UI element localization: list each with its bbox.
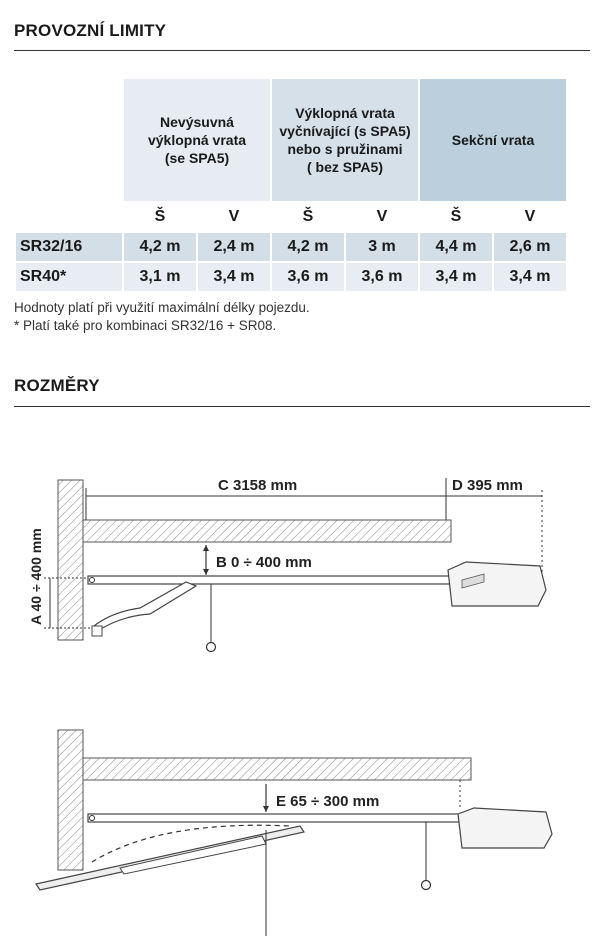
motor-unit-lower — [458, 808, 552, 848]
value-cell: 3 m — [346, 233, 418, 261]
header-group-label: Výklopná vrata vyčnívající (s SPA5) nebo s pružinami ( bez SPA5) — [279, 105, 411, 175]
door-arm-lower — [120, 836, 266, 874]
label-c: C 3158 mm — [218, 477, 298, 494]
rail-upper — [88, 576, 460, 584]
arrow — [203, 569, 209, 575]
ceiling-lower — [83, 758, 471, 780]
section-title-limits: PROVOZNÍ LIMITY — [14, 21, 167, 40]
value-cell: 2,4 m — [198, 233, 270, 261]
note-line-1: Hodnoty platí při využití maximální délky pojezdu. — [14, 300, 310, 315]
header-group-label: Nevýsuvná výklopná vrata (se SPA5) — [147, 114, 247, 166]
value-cell: 2,6 m — [494, 233, 566, 261]
value-cell: 3,6 m — [346, 263, 418, 291]
rail-lower — [88, 814, 464, 822]
rail-bracket — [90, 578, 95, 583]
lower-drawing — [36, 730, 552, 936]
label-a: A 40 ÷ 400 mm — [28, 528, 44, 625]
value-cell: 4,2 m — [124, 233, 196, 261]
subheader-cell: Š — [154, 208, 166, 225]
arm-bracket — [92, 626, 102, 636]
subheader-cell: V — [228, 208, 240, 225]
ceiling-upper — [83, 520, 451, 542]
subheader-cell: V — [524, 208, 536, 225]
value-cell: 3,4 m — [494, 263, 566, 291]
subheader-cell: V — [376, 208, 388, 225]
wall-upper — [58, 480, 83, 640]
value-cell: 3,1 m — [124, 263, 196, 291]
value-cell: 4,2 m — [272, 233, 344, 261]
rail-bracket — [90, 816, 95, 821]
value-cell: 3,4 m — [198, 263, 270, 291]
upper-drawing — [28, 477, 546, 652]
value-cell: 3,6 m — [272, 263, 344, 291]
value-cell: 4,4 m — [420, 233, 492, 261]
release-handle — [207, 643, 216, 652]
release-handle — [422, 881, 431, 890]
subheader-cell: Š — [302, 208, 314, 225]
door-arm-upper — [94, 582, 196, 632]
label-b: B 0 ÷ 400 mm — [216, 554, 312, 571]
arrow — [263, 806, 269, 812]
arrow — [203, 545, 209, 551]
value-cell: 3,4 m — [420, 263, 492, 291]
label-e: E 65 ÷ 300 mm — [276, 793, 380, 810]
model-cell: SR40* — [16, 263, 122, 291]
header-group-label: Sekční vrata — [451, 132, 535, 148]
note-line-2: * Platí také pro kombinaci SR32/16 + SR08. — [14, 318, 277, 333]
wall-lower — [58, 730, 83, 870]
section-title-dimensions: ROZMĚRY — [14, 376, 100, 395]
label-d: D 395 mm — [452, 477, 523, 494]
subheader-cell: Š — [450, 208, 462, 225]
model-cell: SR32/16 — [16, 233, 122, 261]
